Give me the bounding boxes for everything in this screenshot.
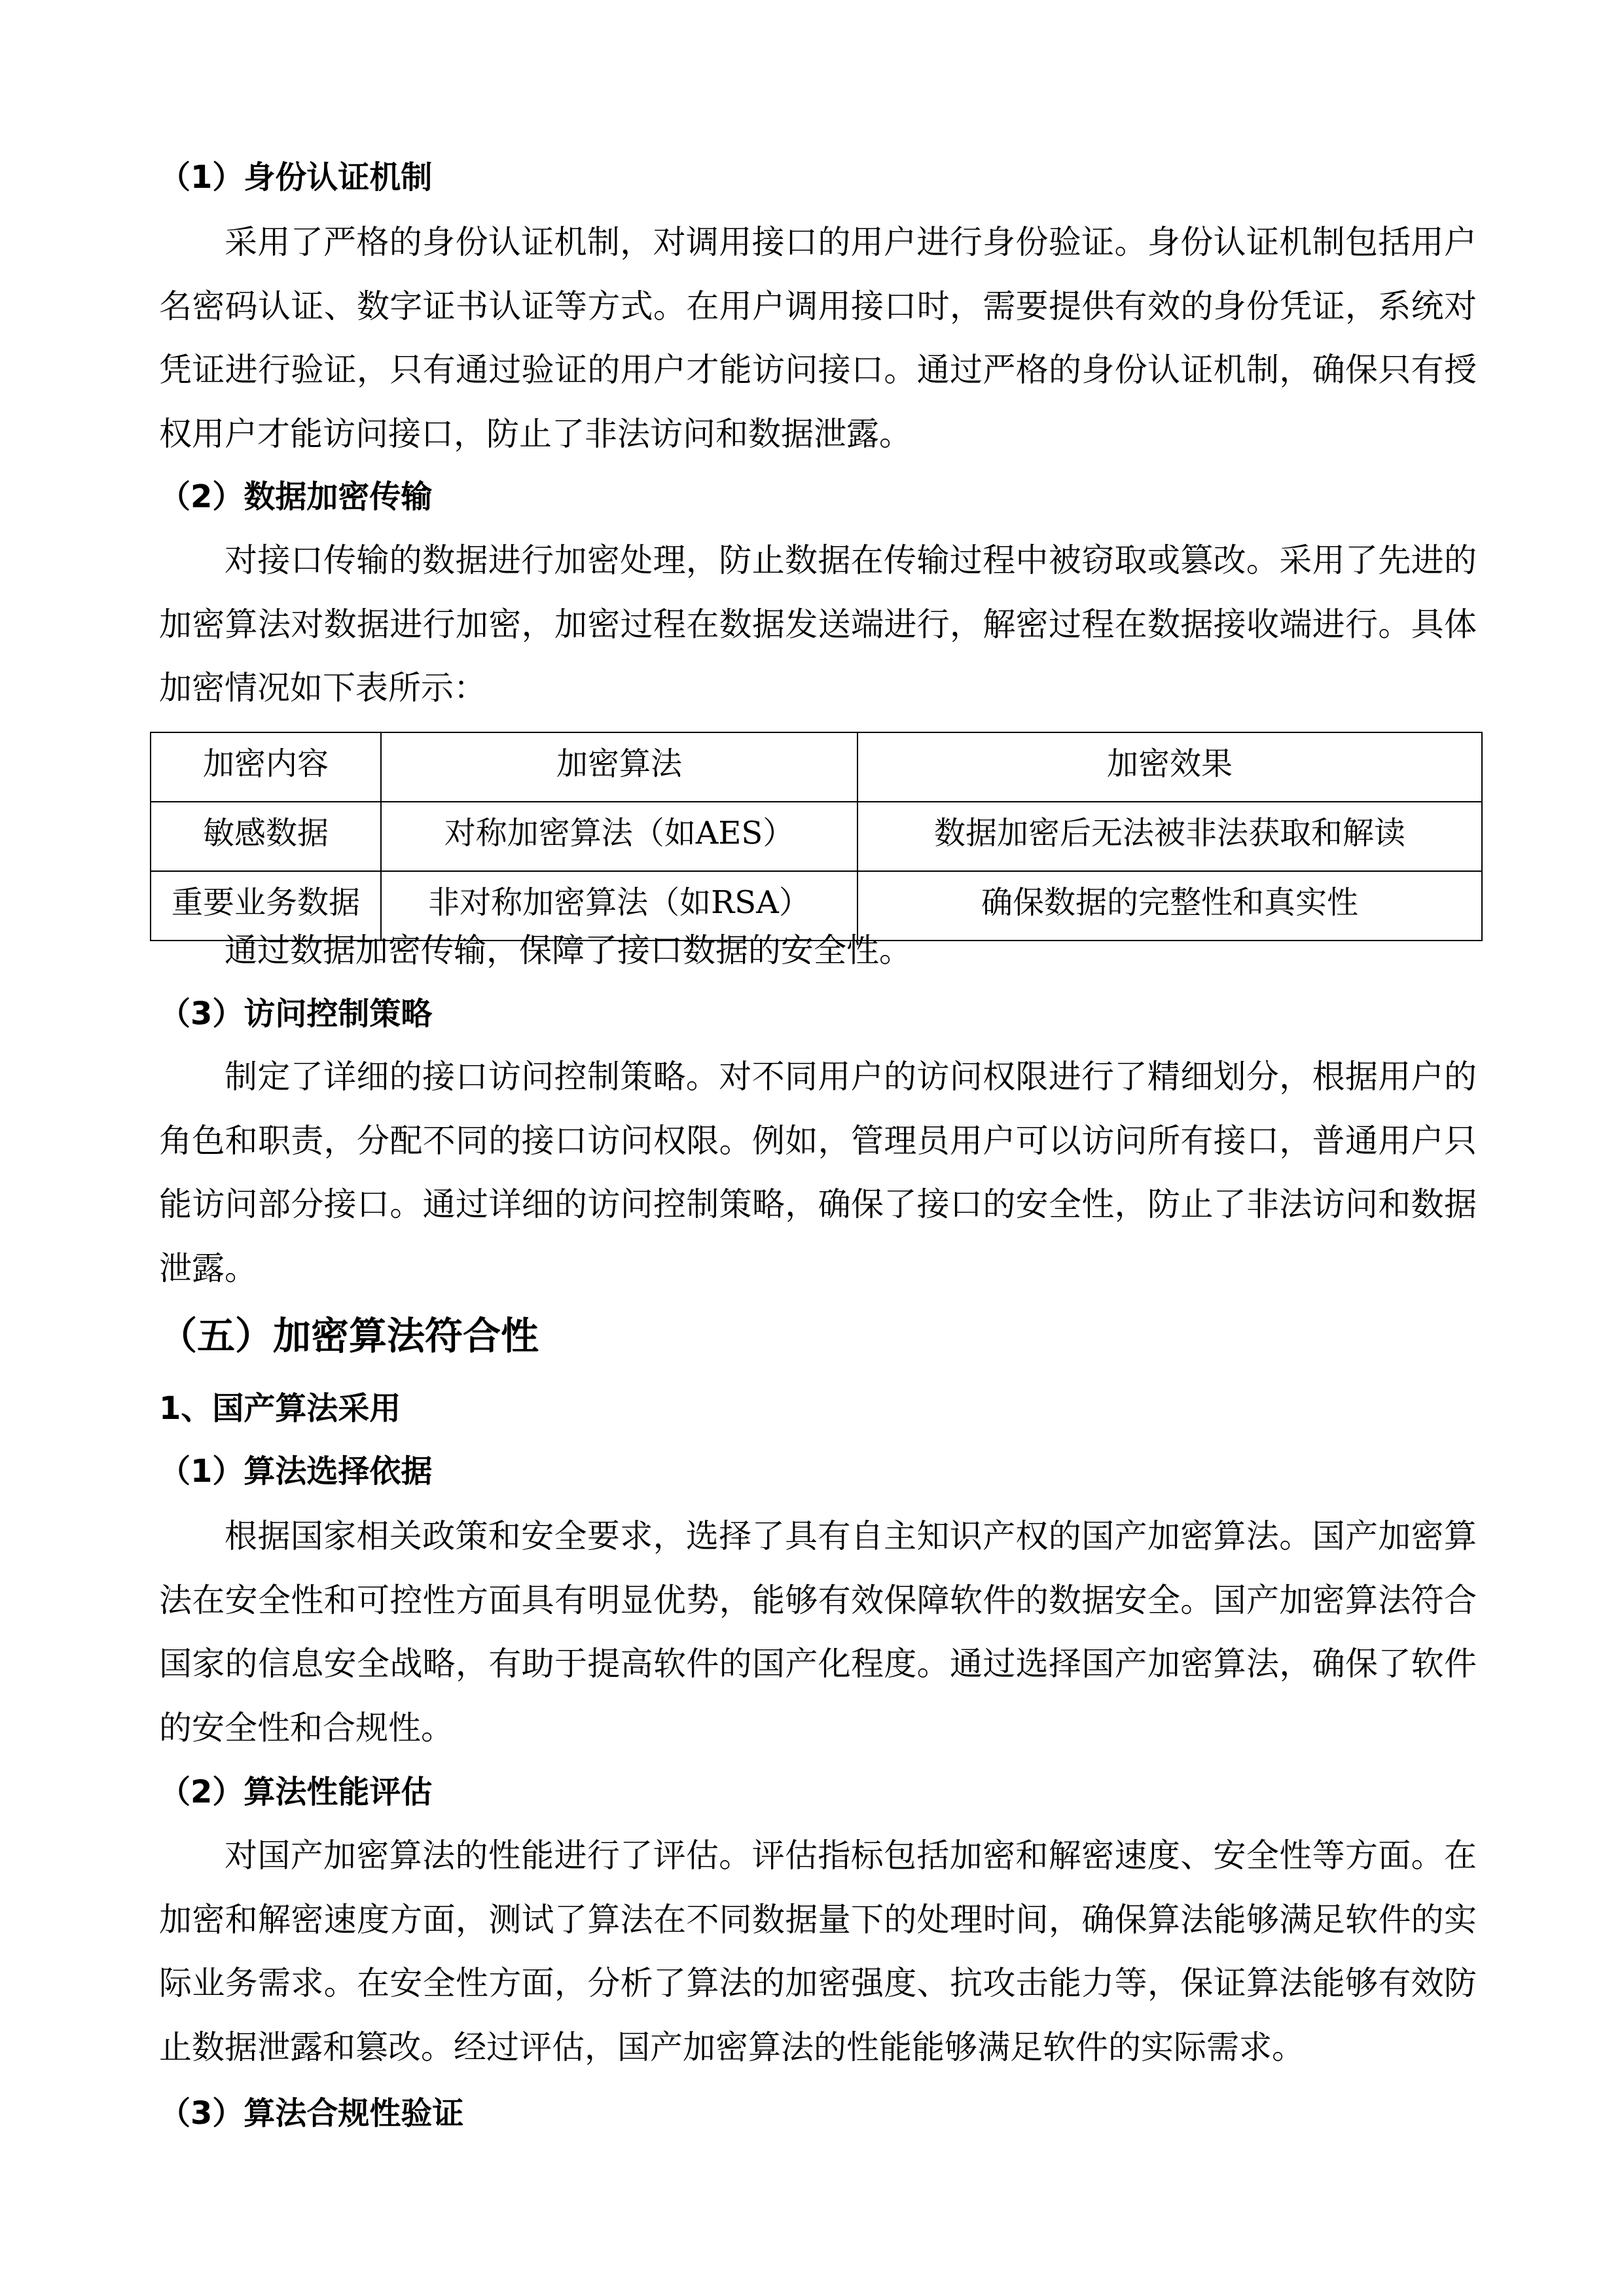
table-row bbox=[151, 802, 1482, 871]
paragraph-auth: 采用了严格的身份认证机制，对调用接口的用户进行身份验证。身份认证机制包括用户名密码认证、数字证书认证等方式。在用户调用接口时，需要提供有效的身份凭证，系统对凭证进行验证，只有通过验证的用户才能访问接口。通过严格的身份认证机制，确保只有授权用户才能访问接口，防止了非法访问和数据泄露。 bbox=[159, 223, 1477, 453]
paragraph-encrypt-end: 通过数据加密传输，保障了接口数据的安全性。 bbox=[225, 931, 912, 969]
table-header-cell: 加密内容 bbox=[151, 732, 381, 802]
table-header-cell: 加密效果 bbox=[857, 732, 1482, 802]
table-cell: 非对称加密算法（如RSA） bbox=[381, 871, 857, 941]
heading-access: （3）访问控制策略 bbox=[159, 996, 433, 1032]
table-cell: 对称加密算法（如AES） bbox=[381, 802, 857, 871]
paragraph-perf: 对国产加密算法的性能进行了评估。评估指标包括加密和解密速度、安全性等方面。在加密和解密速度方面，测试了算法在不同数据量下的处理时间，确保算法能够满足软件的实际业务需求。在安全性方面，分析了算法的加密强度、抗攻击能力等，保证算法能够有效防止数据泄露和篡改。经过评估，国产加密算法的性能能够满足软件的实际需求。 bbox=[159, 1837, 1477, 2066]
table-cell: 敏感数据 bbox=[151, 802, 381, 871]
heading-encrypt: （2）数据加密传输 bbox=[159, 478, 433, 515]
chapter-heading: （五）加密算法符合性 bbox=[159, 1314, 539, 1358]
heading-select: （1）算法选择依据 bbox=[159, 1453, 433, 1490]
paragraph-access: 制定了详细的接口访问控制策略。对不同用户的访问权限进行了精细划分，根据用户的角色和职责，分配不同的接口访问权限。例如，管理员用户可以访问所有接口，普通用户只能访问部分接口。通过详细的访问控制策略，确保了接口的安全性，防止了非法访问和数据泄露。 bbox=[159, 1058, 1477, 1287]
heading-perf: （2）算法性能评估 bbox=[159, 1774, 433, 1810]
paragraph-encrypt: 对接口传输的数据进行加密处理，防止数据在传输过程中被窃取或篡改。采用了先进的加密算法对数据进行加密，加密过程在数据发送端进行，解密过程在数据接收端进行。具体加密情况如下表所示： bbox=[159, 541, 1477, 707]
heading-compliance: （3）算法合规性验证 bbox=[159, 2095, 464, 2132]
heading-domestic: 1、国产算法采用 bbox=[159, 1390, 401, 1427]
table-header-cell: 加密算法 bbox=[381, 732, 857, 802]
table-cell: 重要业务数据 bbox=[151, 871, 381, 941]
table-cell: 数据加密后无法被非法获取和解读 bbox=[857, 802, 1482, 871]
encryption-table bbox=[150, 732, 1483, 941]
heading-auth: （1）身份认证机制 bbox=[159, 159, 433, 196]
paragraph-select: 根据国家相关政策和安全要求，选择了具有自主知识产权的国产加密算法。国产加密算法在安全性和可控性方面具有明显优势，能够有效保障软件的数据安全。国产加密算法符合国家的信息安全战略，有助于提高软件的国产化程度。通过选择国产加密算法，确保了软件的安全性和合规性。 bbox=[159, 1517, 1477, 1747]
table-header-row bbox=[151, 732, 1482, 802]
table-cell: 确保数据的完整性和真实性 bbox=[857, 871, 1482, 941]
